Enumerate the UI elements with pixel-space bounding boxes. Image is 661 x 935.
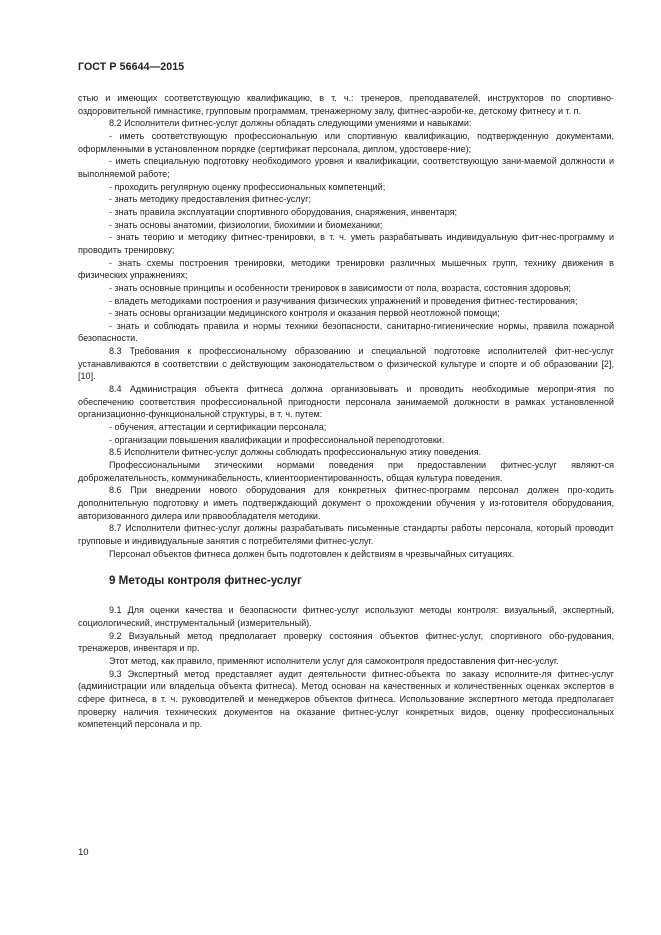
document-body [78, 92, 614, 731]
list-item: - иметь соответствующую профессиональную или спортивную квалификацию, подтвержденную документами, оформленными в установленном порядке (сертификат персонала, диплом, удостовере-ние); [78, 130, 614, 154]
list-item: - организации повышения квалификации и профессиональной переподготовки. [109, 434, 445, 445]
paragraph: 9.1 Для оценки качества и безопасности фитнес-услуг используют методы контроля: визуальный, экспертный, социологический, инструментальный (измерительный). [78, 605, 614, 628]
paragraph: 8.2 Исполнители фитнес-услуг должны обладать следующими умениями и навыками: [109, 118, 472, 129]
list-item: - владеть методиками построения и разучивания физических упражнений и проведения фитнес-тестирования; [109, 295, 578, 306]
paragraph: 8.7 Исполнители фитнес-услуг должны разрабатывать письменные стандарты работы персонала, который проводит групповые и индивидуальные занятия с потребителями фитнес-услуг. [78, 523, 614, 546]
paragraph: 9.2 Визуальный метод предполагает проверку состояния объектов фитнес-услуг, спортивного обо-рудования, тренажеров, инвентаря и пр. [78, 630, 614, 654]
list-item: - знать методику предоставления фитнес-услуг; [109, 194, 311, 205]
list-item: - знать схемы построения тренировки, методики тренировки различных мышечных групп, технику движения в физических упражнениях; [78, 257, 614, 281]
paragraph: 9.3 Экспертный метод представляет аудит деятельности фитнес-объекта по заказу исполните-ля фитнес-услуг (администрации или владельца объекта фитнеса). Метод основан на качественных и количественных оценках экспертов в сфере фитнеса, в т. ч. руководителей и менеджеров объектов фитнеса. Использование экспертного метода предполагает проверку наличия технических документов на оказание фитнес-услуг конкретных видов, оценку профессиональных компетенций персонала и пр. [78, 668, 614, 730]
paragraph: 8.5 Исполнители фитнес-услуг должны соблюдать профессиональную этику поведения. [109, 447, 482, 458]
page-number: 10 [78, 847, 89, 858]
list-item: - знать основы анатомии, физиологии, биохимии и биомеханики; [109, 219, 383, 230]
list-item: - знать теорию и методику фитнес-тренировки, в т. ч. уметь разрабатывать индивидуальную фит-нес-программу и проводить тренировку; [78, 232, 614, 255]
paragraph: Профессиональными этическими нормами поведения при предоставлении фитнес-услуг являют-ся доброжелательность, коммуникабельность, клиентоориентированность, общая культура поведения. [78, 460, 614, 483]
list-item: - знать основные принципы и особенности тренировок в зависимости от пола, возраста, состояния здоровья; [109, 282, 571, 293]
paragraph: стью и имеющих соответствующую квалификацию, в т. ч.: тренеров, преподавателей, инструкторов по спортивно-оздоровительной гимнастике, групповым программам, тренажерному залу, фитнес-аэроби-ке, детскому фитнесу и т. п. [78, 93, 614, 116]
list-item: - знать и соблюдать правила и нормы техники безопасности, санитарно-гигиенические нормы, правила пожарной безопасности. [78, 320, 614, 344]
list-item: - иметь специальную подготовку необходимого уровня и квалификации, соответствующую зани-маемой должности и выполняемой работе; [78, 156, 614, 179]
list-item: - проходить регулярную оценку профессиональных компетенций; [109, 181, 386, 192]
paragraph: Персонал объектов фитнеса должен быть подготовлен к действиям в чрезвычайных ситуациях. [109, 548, 515, 559]
list-item: - обучения, аттестации и сертификации персонала; [109, 422, 327, 433]
paragraph: Этот метод, как правило, применяют исполнители услуг для самоконтроля предоставления фит-нес-услуг. [109, 655, 559, 666]
paragraph: 8.4 Администрация объекта фитнеса должна организовывать и проводить необходимые меропри-ятия по обеспечению соответствия профессиональной пригодности персонала занимаемой должности в рамках установленной организационно-функциональной структуры, в т. ч. путем: [78, 384, 614, 420]
paragraph: 8.3 Требования к профессиональному образованию и специальной подготовке исполнителей фит-нес-услуг устанавливаются в соответствии с действующим законодательством о физической культуре и спорте и об образовании [2], [10]. [78, 346, 614, 382]
list-item: - знать правила эксплуатации спортивного оборудования, снаряжения, инвентаря; [109, 206, 458, 217]
paragraph: 8.6 При внедрении нового оборудования для конкретных фитнес-программ персонал должен про-ходить дополнительную подготовку и иметь подтверждающий документ о прохождении обучения у из-готовителя оборудования, авторизованного дилера или правообладателя методики. [78, 485, 614, 521]
document-header: ГОСТ Р 56644—2015 [78, 61, 185, 73]
section-heading: 9 Методы контроля фитнес-услуг [109, 574, 302, 588]
list-item: - знать основы организации медицинского контроля и оказания первой неотложной помощи; [109, 308, 500, 319]
